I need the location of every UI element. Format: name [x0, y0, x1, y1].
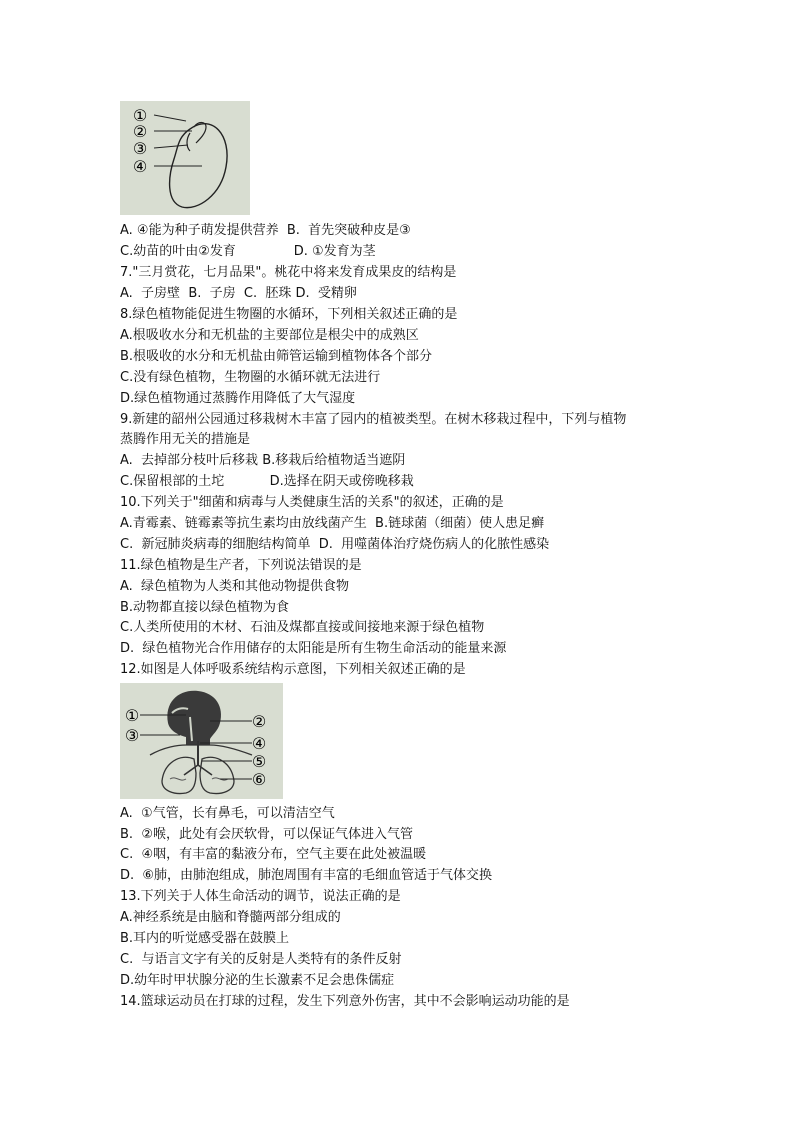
option-line: B. ②喉，此处有会厌软骨，可以保证气体进入气管 — [120, 827, 413, 842]
option-line: C. 新冠肺炎病毒的细胞结构简单 D. 用噬菌体治疗烧伤病人的化脓性感染 — [120, 537, 550, 552]
seed-diagram — [120, 101, 250, 215]
option-line: C.保留根部的土坨 D.选择在阴天或傍晚移栽 — [120, 474, 414, 489]
option-line: A. 绿色植物为人类和其他动物提供食物 — [120, 579, 350, 594]
option-line: C.人类所使用的木材、石油及煤都直接或间接地来源于绿色植物 — [120, 620, 485, 635]
option-line: A. 去掉部分枝叶后移栽 B.移栽后给植物适当遮阴 — [120, 453, 406, 468]
option-line: A. 子房壁 B. 子房 C. 胚珠 D. 受精卵 — [120, 286, 357, 301]
option-line: A.根吸收水分和无机盐的主要部位是根尖中的成熟区 — [120, 328, 419, 343]
resp-label-1: ① — [124, 706, 140, 725]
option-line: C. ④咽，有丰富的黏液分布，空气主要在此处被温暖 — [120, 847, 427, 862]
option-line: C. 与语言文字有关的反射是人类特有的条件反射 — [120, 952, 402, 967]
question-7: 7."三月赏花，七月品果"。桃花中将来发育成果皮的结构是 — [120, 265, 457, 280]
question-8: 8.绿色植物能促进生物圈的水循环，下列相关叙述正确的是 — [120, 307, 458, 322]
seed-label-3: ③ — [132, 139, 148, 158]
option-line: A.青霉素、链霉素等抗生素均由放线菌产生 B.链球菌（细菌）使人患足癣 — [120, 516, 545, 531]
question-10: 10.下列关于"细菌和病毒与人类健康生活的关系"的叙述，正确的是 — [120, 495, 504, 510]
seed-label-4: ④ — [132, 157, 148, 176]
seed-label-2: ② — [132, 122, 148, 141]
option-line: D. 绿色植物光合作用储存的太阳能是所有生物生命活动的能量来源 — [120, 641, 507, 656]
option-line: B.动物都直接以绿色植物为食 — [120, 600, 290, 615]
resp-label-3: ③ — [124, 726, 140, 745]
question-9-cont: 蒸腾作用无关的措施是 — [120, 432, 251, 447]
option-line: D.幼年时甲状腺分泌的生长激素不足会患侏儒症 — [120, 973, 395, 988]
question-9: 9.新建的韶州公园通过移栽树木丰富了园内的植被类型。在树木移栽过程中，下列与植物 — [120, 412, 627, 427]
resp-label-5: ⑤ — [251, 752, 267, 771]
option-line: D. ⑥肺，由肺泡组成，肺泡周围有丰富的毛细血管适于气体交换 — [120, 868, 493, 883]
respiratory-system-figure — [120, 683, 283, 799]
question-12: 12.如图是人体呼吸系统结构示意图，下列相关叙述正确的是 — [120, 662, 466, 677]
option-line: A.神经系统是由脑和脊髓两部分组成的 — [120, 910, 341, 925]
option-line: C.没有绿色植物，生物圈的水循环就无法进行 — [120, 370, 381, 385]
option-line: A. ①气管，长有鼻毛，可以清洁空气 — [120, 806, 335, 821]
question-14: 14.篮球运动员在打球的过程，发生下列意外伤害，其中不会影响运动功能的是 — [120, 994, 570, 1009]
seed-structure-figure — [120, 101, 250, 215]
seed-label-1: ① — [132, 106, 148, 125]
resp-label-6: ⑥ — [251, 770, 267, 789]
respiratory-diagram — [120, 683, 283, 799]
option-line: B.耳内的听觉感受器在鼓膜上 — [120, 931, 290, 946]
resp-label-2: ② — [251, 712, 267, 731]
question-11: 11.绿色植物是生产者，下列说法错误的是 — [120, 558, 362, 573]
option-line: D.绿色植物通过蒸腾作用降低了大气湿度 — [120, 391, 356, 406]
resp-label-4: ④ — [251, 734, 267, 753]
option-line: A. ④能为种子萌发提供营养 B. 首先突破种皮是③ — [120, 223, 411, 238]
option-line: B.根吸收的水分和无机盐由筛管运输到植物体各个部分 — [120, 349, 433, 364]
option-line: C.幼苗的叶由②发育 D. ①发育为茎 — [120, 244, 376, 259]
question-13: 13.下列关于人体生命活动的调节，说法正确的是 — [120, 889, 401, 904]
